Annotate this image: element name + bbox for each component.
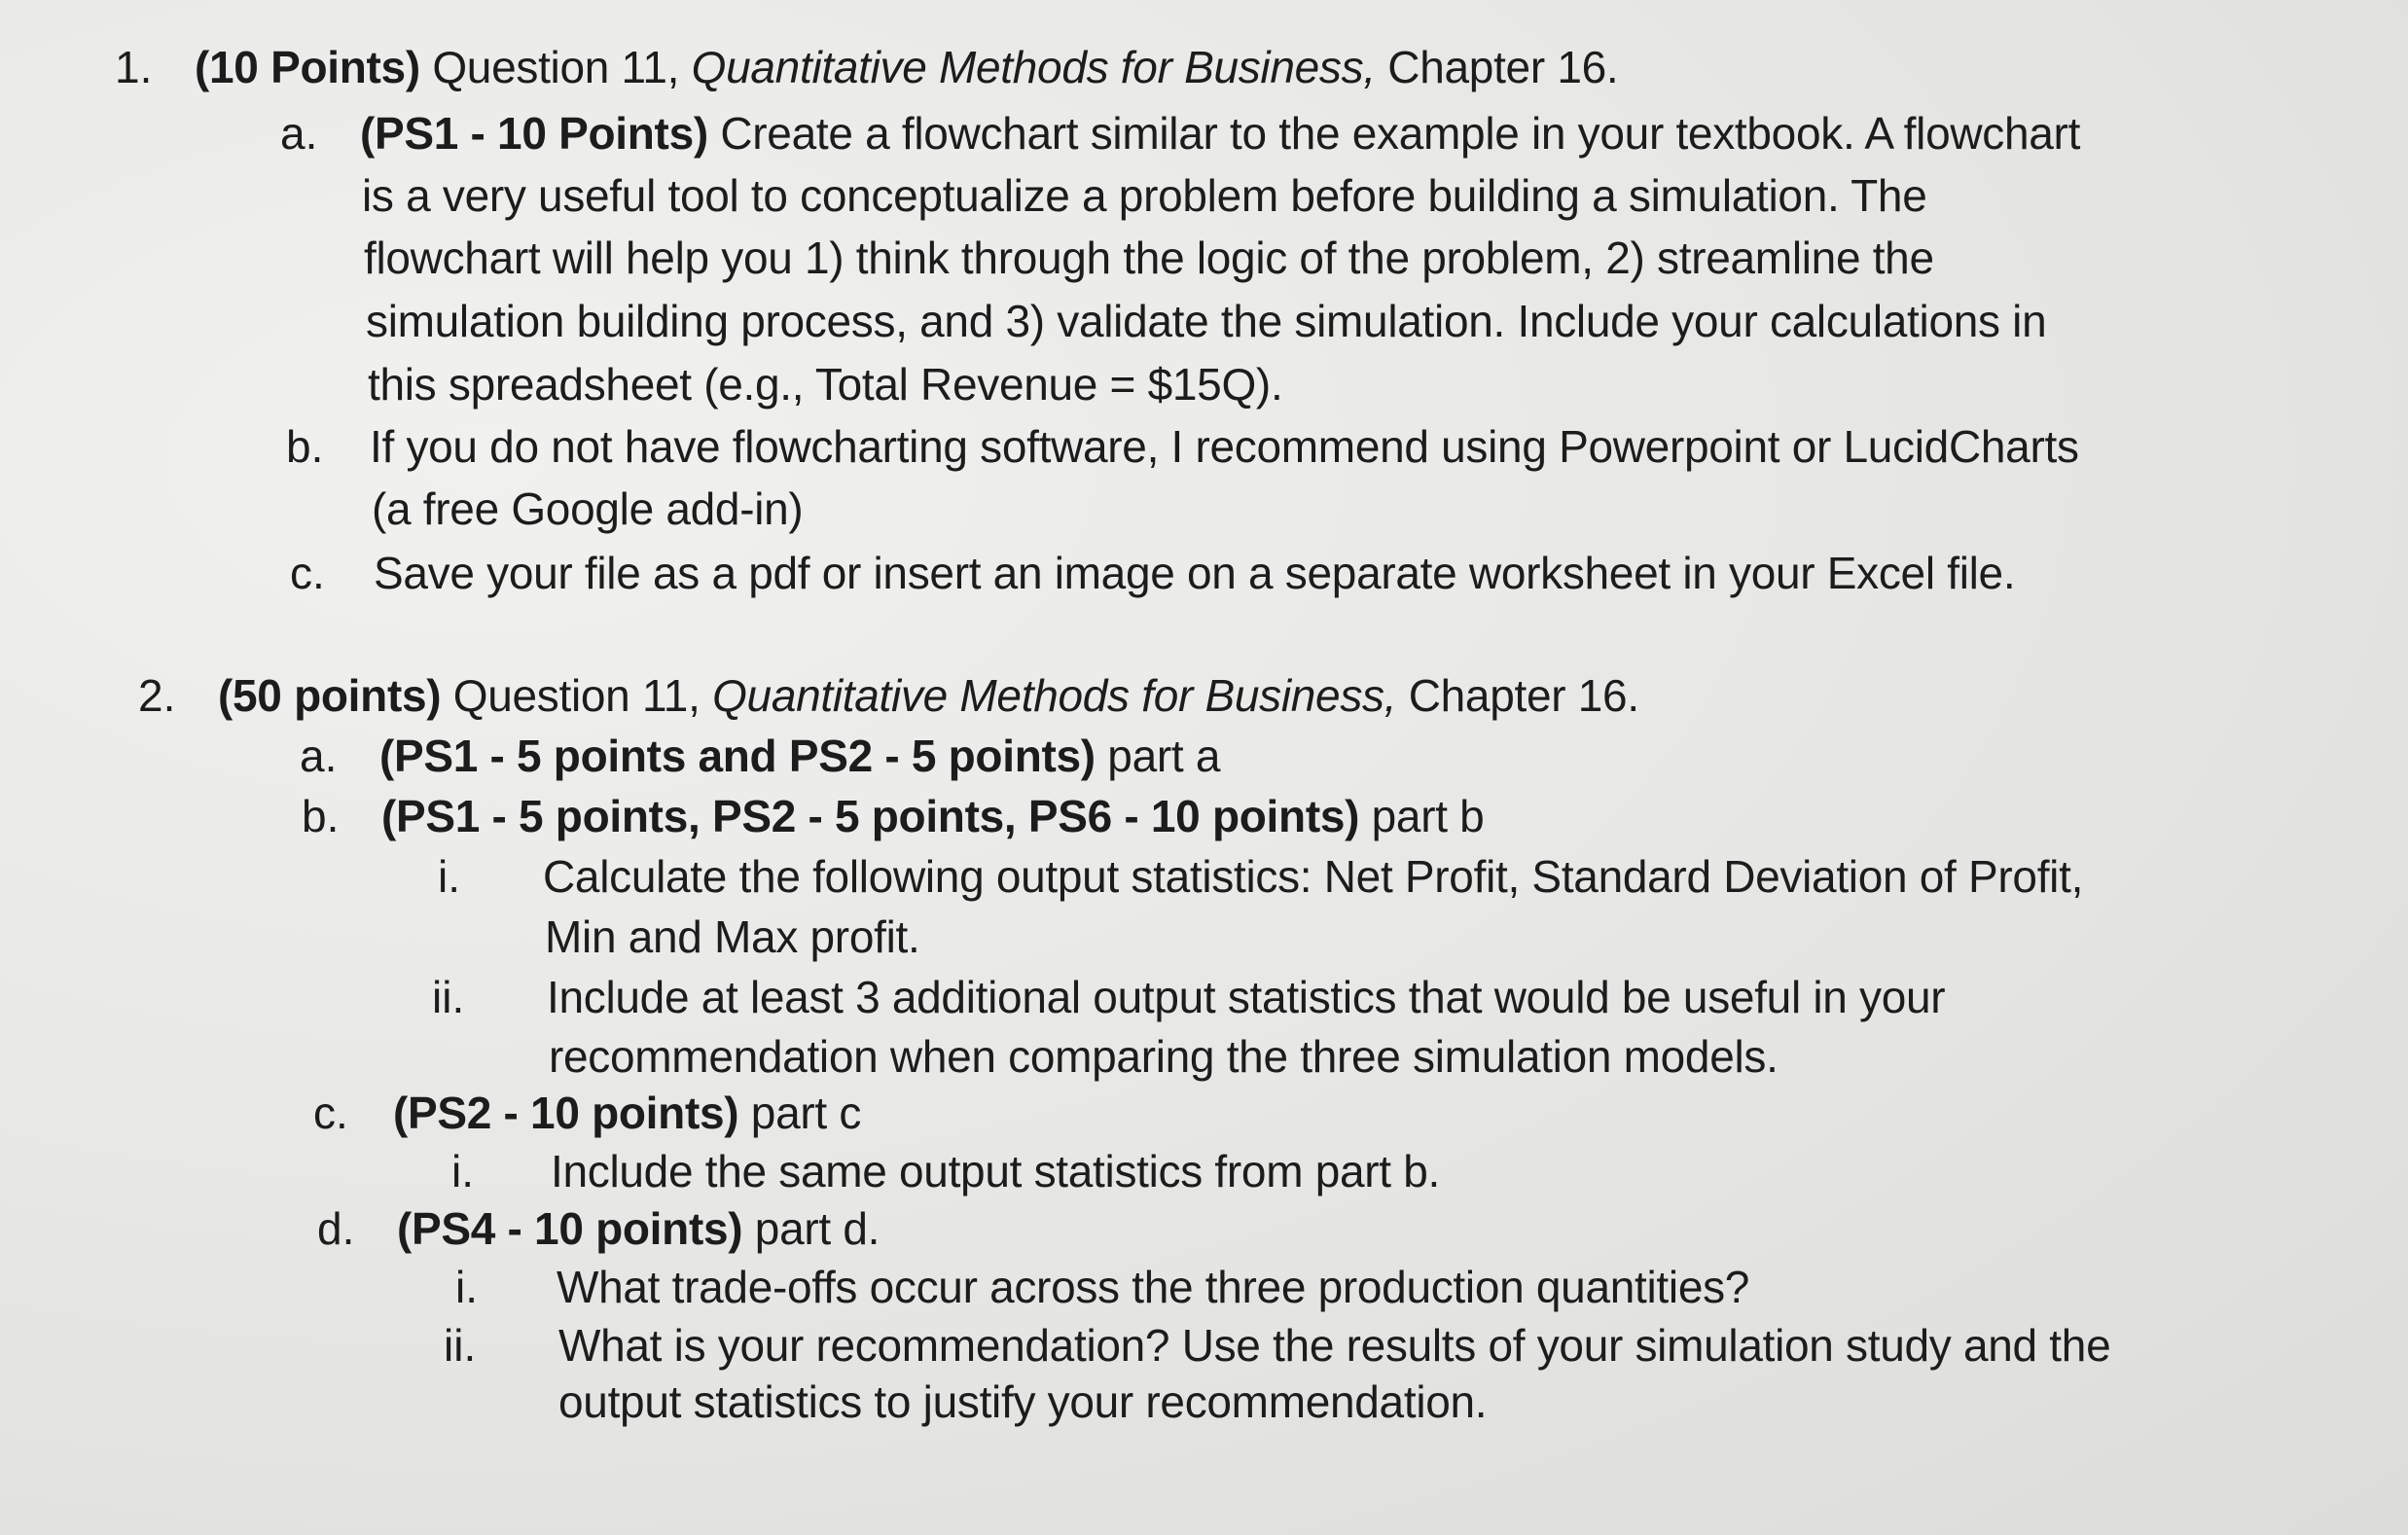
q2a-line [379, 728, 1220, 784]
q1b-line-1: If you do not have flowcharting software, I recommend using Powerpoint or LucidCharts [370, 421, 2079, 472]
q1-chapter: Chapter 16. [1387, 42, 1619, 92]
q2b-i-marker: i. [438, 851, 460, 902]
q1a-line-2: is a very useful tool to conceptualize a problem before building a simulation. The [362, 170, 1927, 221]
q2b-marker: b. [302, 791, 340, 841]
q2-number: 2. [138, 670, 176, 721]
q2d-rest: part d. [754, 1203, 881, 1254]
q2c-marker: c. [313, 1088, 348, 1138]
q2d-i-marker: i. [455, 1262, 478, 1312]
q1c-line-1: Save your file as a pdf or insert an image on a separate worksheet in your Excel file. [374, 548, 2016, 598]
q2b-rest: part b [1371, 791, 1485, 841]
q2-heading [218, 667, 1639, 724]
q1a-line-4: simulation building process, and 3) validate the simulation. Include your calculations in [366, 296, 2047, 346]
q2c-rest: part c [750, 1088, 862, 1138]
q1a-line-1 [360, 105, 2080, 161]
q2b-i-line-2: Min and Max profit. [545, 911, 920, 962]
q2-book-title: Quantitative Methods for Business, [712, 670, 1397, 721]
q2d-ii-line-1: What is your recommendation? Use the results of your simulation study and the [558, 1320, 2111, 1371]
q1a-line-5: this spreadsheet (e.g., Total Revenue = $15Q). [368, 359, 1283, 410]
q2c-line [393, 1085, 861, 1141]
q1b-line-2: (a free Google add-in) [372, 483, 804, 534]
q1-title-pre: Question 11, [432, 42, 680, 92]
q1a-line-3: flowchart will help you 1) think through the logic of the problem, 2) streamline the [364, 232, 1934, 283]
q2d-line [397, 1200, 880, 1257]
q1-book-title: Quantitative Methods for Business, [691, 42, 1376, 92]
q1-heading [195, 39, 1618, 95]
q2c-i-marker: i. [451, 1146, 474, 1196]
q2b-bold: (PS1 - 5 points, PS2 - 5 points, PS6 - 10 points) [381, 791, 1360, 841]
q1a-bold: (PS1 - 10 Points) [360, 108, 708, 159]
q1a-text-1: Create a flowchart similar to the example in your textbook. A flowchart [720, 108, 2081, 159]
q2a-marker: a. [300, 731, 338, 781]
q2d-ii-line-2: output statistics to justify your recommendation. [558, 1376, 1488, 1427]
q2-chapter: Chapter 16. [1408, 670, 1639, 721]
q2b-i-line-1: Calculate the following output statistics: Net Profit, Standard Deviation of Profit, [543, 851, 2084, 902]
q2-title-pre: Question 11, [452, 670, 701, 721]
q2d-marker: d. [317, 1203, 355, 1254]
q2a-rest: part a [1107, 731, 1221, 781]
q1a-marker: a. [280, 108, 318, 159]
q1-number: 1. [115, 42, 153, 92]
q2c-i-line-1: Include the same output statistics from part b. [551, 1146, 1441, 1196]
q2b-line [381, 788, 1484, 844]
q2d-bold: (PS4 - 10 points) [397, 1203, 743, 1254]
q2b-ii-line-2: recommendation when comparing the three simulation models. [549, 1031, 1779, 1082]
q2-points: (50 points) [218, 670, 442, 721]
q2a-bold: (PS1 - 5 points and PS2 - 5 points) [379, 731, 1096, 781]
q1-points: (10 Points) [195, 42, 420, 92]
q1c-marker: c. [290, 548, 325, 598]
q2b-ii-line-1: Include at least 3 additional output statistics that would be useful in your [547, 972, 1946, 1022]
q2b-ii-marker: ii. [432, 972, 465, 1022]
q2c-bold: (PS2 - 10 points) [393, 1088, 739, 1138]
q2d-ii-marker: ii. [444, 1320, 477, 1371]
q1b-marker: b. [286, 421, 324, 472]
q2d-i-line-1: What trade-offs occur across the three production quantities? [557, 1262, 1750, 1312]
